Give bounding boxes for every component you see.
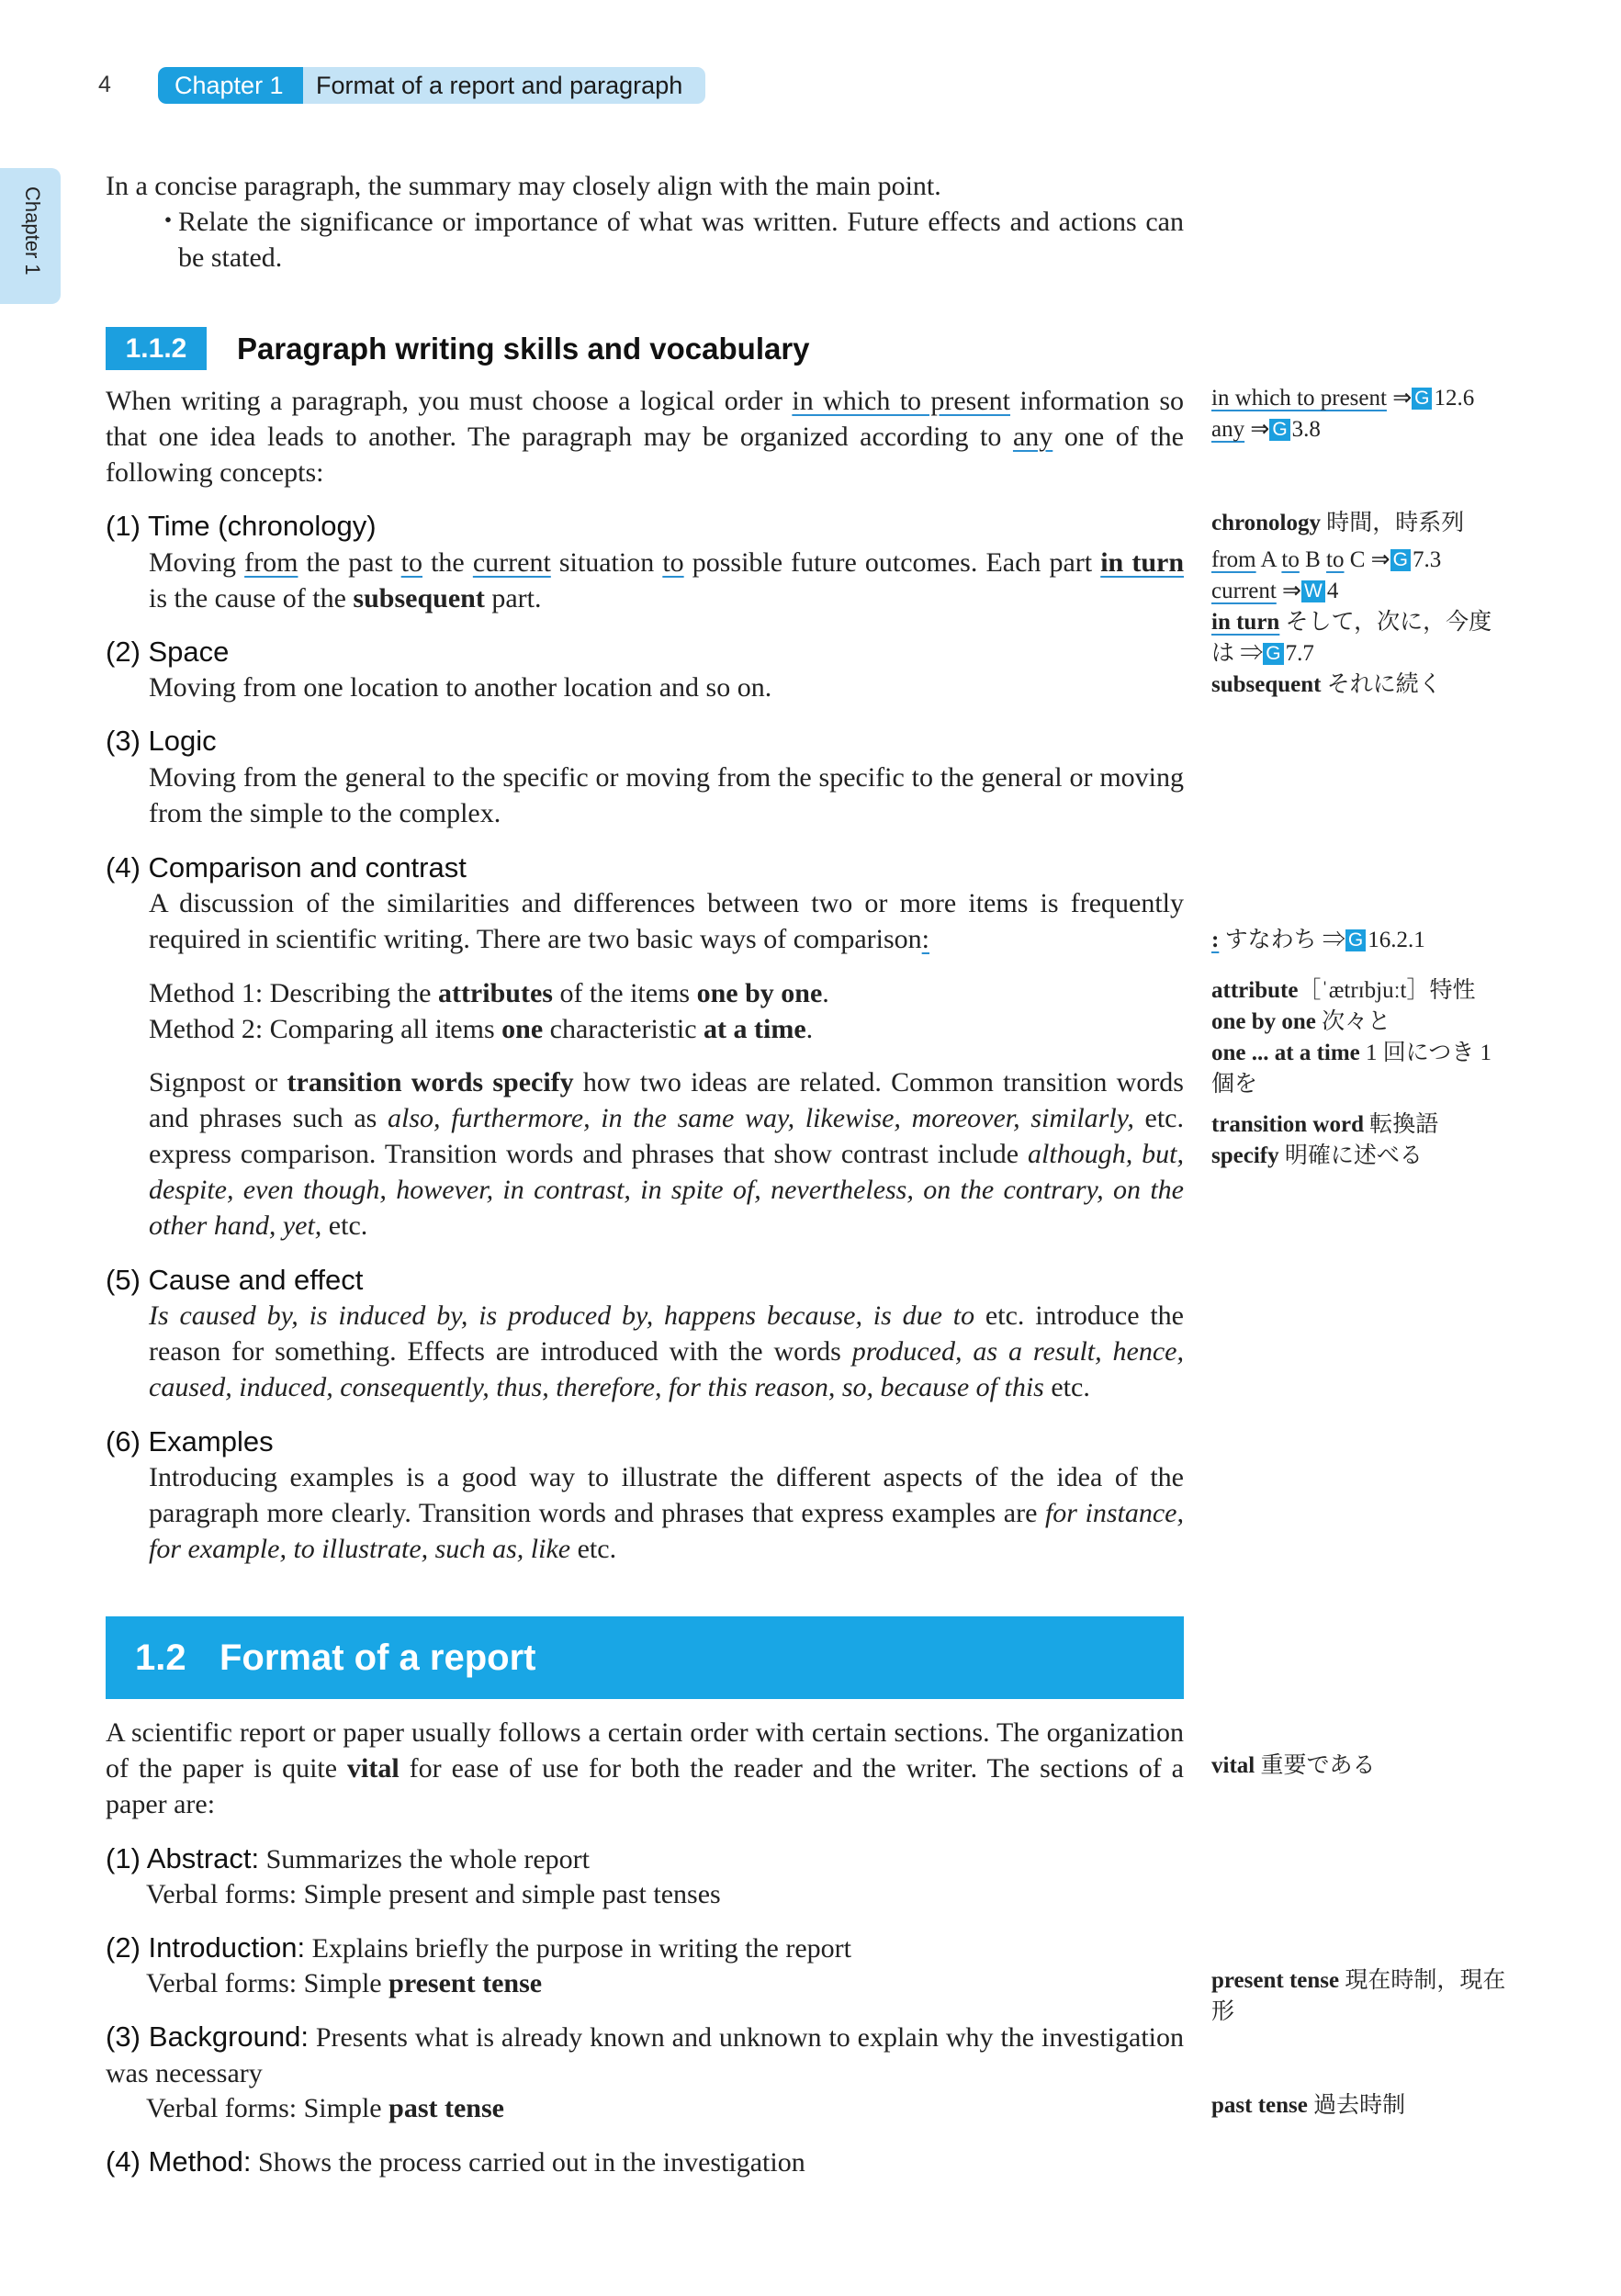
note-def: それに続く xyxy=(1321,672,1442,697)
margin-note-current xyxy=(1211,576,1514,607)
note-def: 過去時制 xyxy=(1307,2093,1406,2118)
margin-note-chronology xyxy=(1211,508,1514,539)
banner-number: 1.2 xyxy=(135,1638,186,1678)
vocab-any: any xyxy=(1012,422,1053,452)
example-words: for instance, for example, to illustrate, such as, like xyxy=(149,1498,1184,1564)
chapter-title: Format of a report and paragraph xyxy=(316,72,683,99)
chapter-header xyxy=(158,67,705,104)
text-span: Presents what is already known and unknown to explain why the investigation was necessary xyxy=(106,2022,1184,2088)
note-term: : xyxy=(1211,928,1220,952)
examples-paragraph xyxy=(149,1459,1184,1567)
introduction-label: (2) Introduction: xyxy=(106,1931,306,1964)
ref-number: 12.6 xyxy=(1434,386,1475,411)
margin-note-specify xyxy=(1211,1141,1514,1172)
cause-effect-paragraph xyxy=(149,1298,1184,1405)
vocab-vital: vital xyxy=(347,1753,400,1784)
note-def: 重要である xyxy=(1255,1753,1376,1778)
introduction-item xyxy=(106,1930,1184,1966)
note-term: in which to present xyxy=(1211,386,1387,411)
ref-number: 3.8 xyxy=(1291,417,1321,442)
text-span: Introducing examples is a good way to illustrate the different aspects of the idea of the paragraph more clearly. Transition words and phrases that express examples are xyxy=(149,1462,1184,1528)
ref-arrow: ⇒ xyxy=(1386,386,1413,411)
vocab-in-turn: in turn xyxy=(1100,547,1184,578)
text-span: Signpost or xyxy=(149,1067,287,1097)
note-def: そして，次に，今度は ⇒ xyxy=(1211,610,1492,666)
grammar-ref-icon: G xyxy=(1263,643,1283,665)
ref-number: 4 xyxy=(1326,579,1339,603)
vocab-one-by-one: one by one xyxy=(696,978,823,1008)
text-span: C ⇒ xyxy=(1344,547,1390,572)
ref-number: 16.2.1 xyxy=(1368,928,1425,952)
note-term: to xyxy=(1326,547,1345,572)
text-span: one of the following concepts: xyxy=(106,422,1184,488)
note-term: from xyxy=(1211,547,1256,572)
vocab-past-tense: past tense xyxy=(388,2093,504,2123)
ref-arrow: ⇒ xyxy=(1276,579,1301,603)
note-def: 次々と xyxy=(1315,1009,1391,1034)
background-forms xyxy=(146,2090,504,2126)
vocab-to: to xyxy=(662,547,684,578)
time-paragraph xyxy=(149,545,1184,616)
note-term: current xyxy=(1211,579,1277,603)
note-def: 現在時制，現在形 xyxy=(1211,1968,1506,2024)
text-span: situation xyxy=(550,547,663,578)
text-span: A discussion of the similarities and differences between two or more items is frequently required in scientific writing. There are two basic ways of comparison xyxy=(149,888,1184,954)
report-intro-paragraph xyxy=(106,1715,1184,1822)
note-def: 時間，時系列 xyxy=(1321,511,1465,535)
signpost-paragraph xyxy=(149,1064,1184,1244)
text-span: Method 2: Comparing all items xyxy=(149,1014,502,1044)
text-span: . xyxy=(822,978,829,1008)
note-def: ［ˈætrɪbjuːt］特性 xyxy=(1298,978,1476,1003)
heading-comparison: (4) Comparison and contrast xyxy=(106,851,467,884)
background-item xyxy=(106,2019,1184,2091)
text-span: part. xyxy=(484,583,542,613)
side-chapter-tab xyxy=(0,168,61,304)
chapter-label: Chapter 1 xyxy=(158,67,303,104)
background-label: (3) Background: xyxy=(106,2020,309,2053)
margin-note-in-turn xyxy=(1211,607,1514,670)
note-term: vital xyxy=(1211,1753,1255,1778)
note-def: 転換語 xyxy=(1363,1112,1439,1137)
page-number: 4 xyxy=(98,72,111,97)
margin-note-one-at-a-time xyxy=(1211,1038,1514,1100)
vocab-from: from xyxy=(244,547,298,578)
note-def: すなわち ⇒ xyxy=(1219,928,1345,952)
vocab-to: to xyxy=(400,547,423,578)
bullet-mark: ・ xyxy=(154,207,182,237)
text-span: of the items xyxy=(552,978,697,1008)
ref-number: 7.3 xyxy=(1412,547,1442,572)
word-ref-icon: W xyxy=(1301,580,1325,602)
note-def: 1 回につき 1 個を xyxy=(1211,1041,1492,1097)
intro-line: In a concise paragraph, the summary may closely align with the main point. xyxy=(106,171,941,201)
vocab-present-tense: present tense xyxy=(388,1968,543,1998)
vocab-colon: : xyxy=(921,924,930,954)
margin-note-in-which-to-present xyxy=(1211,383,1514,414)
abstract-forms: Verbal forms: Simple present and simple past tenses xyxy=(146,1879,721,1909)
heading-examples: (6) Examples xyxy=(106,1425,274,1458)
margin-note-vital xyxy=(1211,1750,1514,1782)
abstract-item xyxy=(106,1840,1184,1877)
text-span: . xyxy=(805,1014,814,1044)
space-paragraph: Moving from one location to another location and so on. xyxy=(149,672,772,703)
note-term: one ... at a time xyxy=(1211,1041,1360,1065)
text-span: A xyxy=(1255,547,1282,572)
ref-arrow: ⇒ xyxy=(1244,417,1270,442)
text-span: etc. xyxy=(321,1210,368,1241)
text-span: A scientific report or paper usually follows a certain order with certain sections. The organization of the paper is quite xyxy=(106,1717,1184,1784)
note-term: any xyxy=(1211,417,1245,442)
note-term: chronology xyxy=(1211,511,1321,535)
heading-cause-effect: (5) Cause and effect xyxy=(106,1264,364,1296)
text-span: etc. xyxy=(570,1534,617,1564)
margin-note-transition-word xyxy=(1211,1109,1514,1141)
vocab-current: current xyxy=(472,547,551,578)
note-term: to xyxy=(1281,547,1300,572)
vocab-in-which-to-present: in which to present xyxy=(792,386,1011,416)
contrast-words: although, but, despite, even though, however, in contrast, in spite of, nevertheless, on the contrary, on the other hand, yet, xyxy=(149,1139,1185,1241)
text-span: etc. express comparison. Transition words and phrases that show contrast include xyxy=(149,1103,1184,1169)
side-tab-label: Chapter 1 xyxy=(21,186,44,276)
grammar-ref-icon: G xyxy=(1390,549,1411,571)
method-2 xyxy=(149,1011,1184,1047)
grammar-ref-icon: G xyxy=(1269,419,1289,441)
margin-note-one-by-one xyxy=(1211,1007,1514,1038)
text-span: how two ideas are related. Common transition words and phrases such as xyxy=(149,1067,1184,1133)
ref-number: 7.7 xyxy=(1285,641,1314,666)
text-span: When writing a paragraph, you must choose a logical order xyxy=(106,386,793,416)
vocab-one: one xyxy=(501,1014,544,1044)
margin-note-from-to xyxy=(1211,545,1514,576)
text-span: the xyxy=(422,547,473,578)
method-label: (4) Method: xyxy=(106,2145,252,2178)
margin-note-subsequent xyxy=(1211,670,1514,701)
text-span: Shows the process carried out in the investigation xyxy=(251,2147,805,2178)
vocab-subsequent: subsequent xyxy=(353,583,485,613)
text-span: information so that one idea leads to another. The paragraph may be organized according to xyxy=(106,386,1185,452)
margin-note-attribute xyxy=(1211,975,1514,1007)
vocab-attributes: attributes xyxy=(437,978,553,1008)
abstract-label: (1) Abstract: xyxy=(106,1842,260,1874)
text-span: Moving xyxy=(149,547,245,578)
note-term: past tense xyxy=(1211,2093,1308,2118)
heading-space: (2) Space xyxy=(106,636,230,668)
note-term: present tense xyxy=(1211,1968,1340,1993)
note-term: specify xyxy=(1211,1143,1279,1168)
text-span: etc. introduce the reason for something. Effects are introduced with the words xyxy=(149,1300,1184,1367)
text-span: possible future outcomes. Each part xyxy=(683,547,1101,578)
method-item xyxy=(106,2144,1184,2180)
text-span: B xyxy=(1299,547,1327,572)
text-span: Summarizes the whole report xyxy=(259,1844,591,1874)
margin-note-any xyxy=(1211,414,1514,445)
margin-note-colon xyxy=(1211,925,1514,956)
text-span: for ease of use for both the reader and the writer. The sections of a paper are: xyxy=(106,1753,1184,1819)
section-banner xyxy=(106,1616,1184,1699)
section-intro-paragraph xyxy=(106,383,1184,490)
note-term: attribute xyxy=(1211,978,1299,1003)
vocab-at-a-time: at a time xyxy=(704,1014,806,1044)
text-span: Explains briefly the purpose in writing the report xyxy=(305,1933,851,1964)
section-number: 1.1.2 xyxy=(106,327,207,370)
margin-note-present-tense xyxy=(1211,1965,1514,2028)
text-span: etc. xyxy=(1043,1372,1090,1402)
note-term: one by one xyxy=(1211,1009,1316,1034)
comparison-words: also, furthermore, in the same way, likewise, moreover, similarly, xyxy=(388,1103,1134,1133)
grammar-ref-icon: G xyxy=(1412,388,1432,410)
text-span: characteristic xyxy=(543,1014,704,1044)
note-term: transition word xyxy=(1211,1112,1364,1137)
text-span: Verbal forms: Simple xyxy=(146,1968,389,1998)
text-span: Method 1: Describing the xyxy=(149,978,438,1008)
note-term: in turn xyxy=(1211,610,1280,635)
introduction-forms xyxy=(146,1965,542,2001)
heading-logic: (3) Logic xyxy=(106,725,217,757)
text-span: is the cause of the xyxy=(149,583,354,613)
margin-note-past-tense xyxy=(1211,2090,1514,2122)
section-title: Paragraph writing skills and vocabulary xyxy=(237,332,810,366)
method-1 xyxy=(149,975,1184,1011)
effect-words: produced, as a result, hence, caused, induced, consequently, thus, therefore, for this reason, so, because of this xyxy=(149,1336,1184,1402)
comparison-paragraph xyxy=(149,885,1184,957)
vocab-transition-words-specify: transition words specify xyxy=(287,1067,574,1097)
grammar-ref-icon: G xyxy=(1345,929,1366,951)
logic-paragraph: Moving from the general to the specific or moving from the specific to the general or moving from the simple to the complex. xyxy=(149,762,1184,828)
note-def: 明確に述べる xyxy=(1278,1143,1423,1168)
heading-time: (1) Time (chronology) xyxy=(106,510,377,542)
text-span: Verbal forms: Simple xyxy=(146,2093,389,2123)
cause-words: Is caused by, is induced by, is produced by, happens because, is due to xyxy=(149,1300,975,1331)
note-term: subsequent xyxy=(1211,672,1322,697)
banner-title: Format of a report xyxy=(220,1638,536,1678)
text-span: the past xyxy=(298,547,401,578)
bullet-text: Relate the significance or importance of what was written. Future effects and actions can be stated. xyxy=(178,207,1184,273)
